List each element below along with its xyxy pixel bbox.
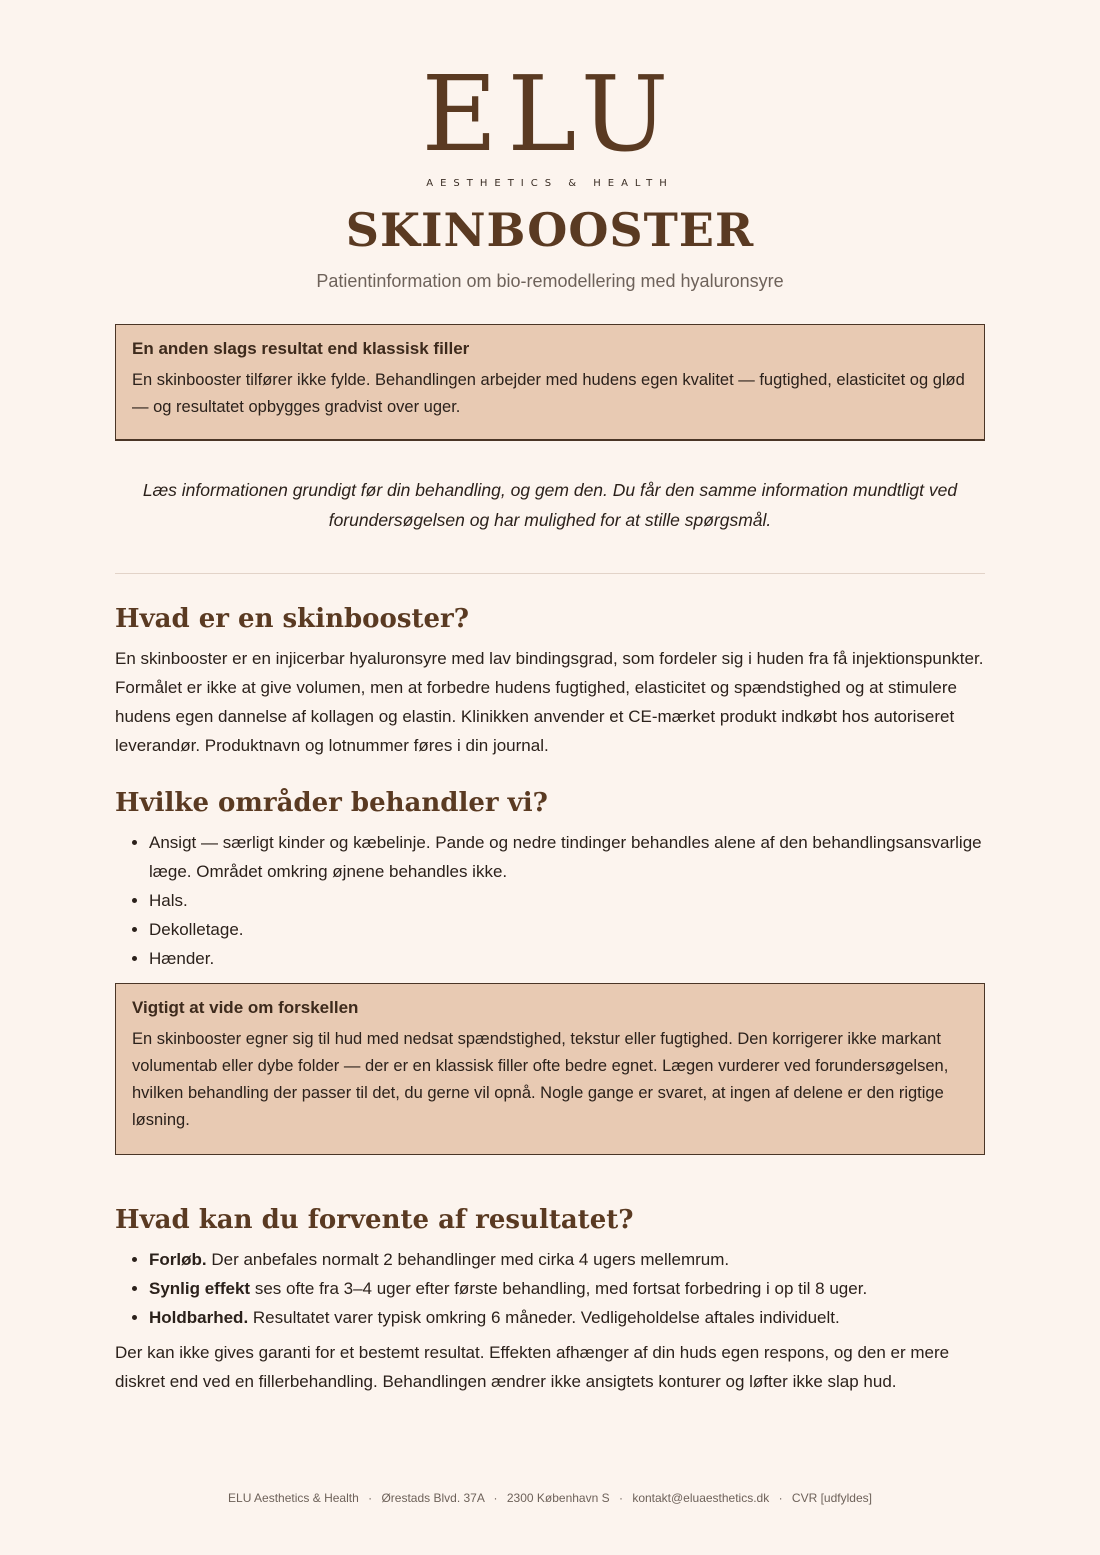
- footer-address: Ørestads Blvd. 37A: [381, 1491, 485, 1505]
- list-item: • Hænder.: [149, 944, 985, 973]
- list-item-label: Forløb.: [149, 1250, 207, 1269]
- section-body-results: Der kan ikke gives garanti for et bestemt resultat. Effekten afhænger af din huds egen respons, og den er mere diskret end ved en fillerbehandling. Behandlingen ændrer ikke ansigtets konturer og løfter ikke slap hud.: [115, 1343, 950, 1391]
- intro-note: Læs informationen grundigt før din behandling, og gem den. Du får den samme information mundtligt ved forundersøgelsen og har mulighed for at stille spørgsmål.: [142, 480, 958, 530]
- list-item-text: Resultatet varer typisk omkring 6 måneder. Vedligeholdelse aftales individuelt.: [248, 1308, 840, 1327]
- footer-city: 2300 København S: [506, 1491, 610, 1505]
- list-item: [149, 1303, 985, 1332]
- info-callout: [115, 324, 985, 441]
- difference-callout-body: En skinbooster egner sig til hud med nedsat spændstighed, tekstur eller fugtighed. Den korrigerer ikke markant volumentab eller dybe folder — der er en klassisk filler ofte bedre egnet. Lægen vurderer ved forundersøgelsen, hvilken behandling der passer til det, du gerne vil opnå. Nogle gange er svaret, at ingen af delene er den rigtige løsning.: [132, 1030, 949, 1129]
- logo-tagline: AESTHETICS & HEALTH: [426, 178, 674, 189]
- document-page: [115, 0, 985, 1396]
- section-body-what: En skinbooster er en injicerbar hyaluronsyre med lav bindingsgrad, som fordeler sig i huden fra få injektionspunkter. Formålet er ikke at give volumen, men at forbedre hudens fugtighed, elasticitet og spændstighed og at stimulere hudens egen dannelse af kollagen og elastin. Klinikken anvender et CE-mærket produkt indkøbt hos autoriseret leverandør. Produktnavn og lotnummer føres i din journal.: [115, 649, 984, 755]
- list-item-label: Synlig effekt: [149, 1279, 251, 1298]
- list-item-text: Der anbefales normalt 2 behandlinger med cirka 4 ugers mellemrum.: [206, 1250, 730, 1269]
- list-item: • Dekolletage.: [149, 915, 985, 944]
- info-callout-body: En skinbooster tilfører ikke fylde. Behandlingen arbejder med hudens egen kvalitet — fugtighed, elasticitet og glød — og resultatet opbygges gradvist over uger.: [132, 371, 965, 416]
- section-divider: [115, 573, 985, 574]
- list-item: [149, 1274, 985, 1303]
- difference-callout: [115, 983, 985, 1155]
- list-item: • Ansigt — særligt kinder og kæbelinje. Pande og nedre tindinger behandles alene af den behandlingsansvarlige læge. Området omkring øjnene behandles ikke.: [149, 828, 985, 886]
- brand-logo: [115, 53, 985, 189]
- list-item-text: ses ofte fra 3–4 uger efter første behandling, med fortsat forbedring i op til 8 uger.: [250, 1279, 868, 1298]
- page-footer: [0, 1491, 1100, 1505]
- list-item: • Hals.: [149, 886, 985, 915]
- footer-separator: ·: [618, 1491, 623, 1505]
- footer-separator: ·: [368, 1491, 373, 1505]
- footer-cvr: CVR [udfyldes]: [791, 1491, 872, 1505]
- areas-list: [115, 828, 985, 973]
- info-callout-title: En anden slags resultat end klassisk filler: [132, 339, 470, 358]
- page-title: SKINBOOSTER: [345, 203, 755, 257]
- footer-company: ELU Aesthetics & Health: [228, 1491, 359, 1505]
- section-heading-what: Hvad er en skinbooster?: [115, 604, 469, 634]
- list-item-label: Holdbarhed.: [149, 1308, 249, 1327]
- list-item: [149, 1245, 985, 1274]
- results-list: [115, 1245, 985, 1332]
- section-heading-areas: Hvilke områder behandler vi?: [115, 788, 548, 818]
- footer-separator: ·: [493, 1491, 498, 1505]
- logo-wordmark: ELU: [421, 53, 679, 175]
- footer-email[interactable]: kontakt@eluaesthetics.dk: [632, 1491, 770, 1505]
- page-subtitle: Patientinformation om bio-remodellering med hyaluronsyre: [316, 271, 784, 291]
- footer-separator: ·: [778, 1491, 783, 1505]
- section-heading-results: Hvad kan du forvente af resultatet?: [115, 1205, 634, 1235]
- difference-callout-title: Vigtigt at vide om forskellen: [132, 998, 359, 1017]
